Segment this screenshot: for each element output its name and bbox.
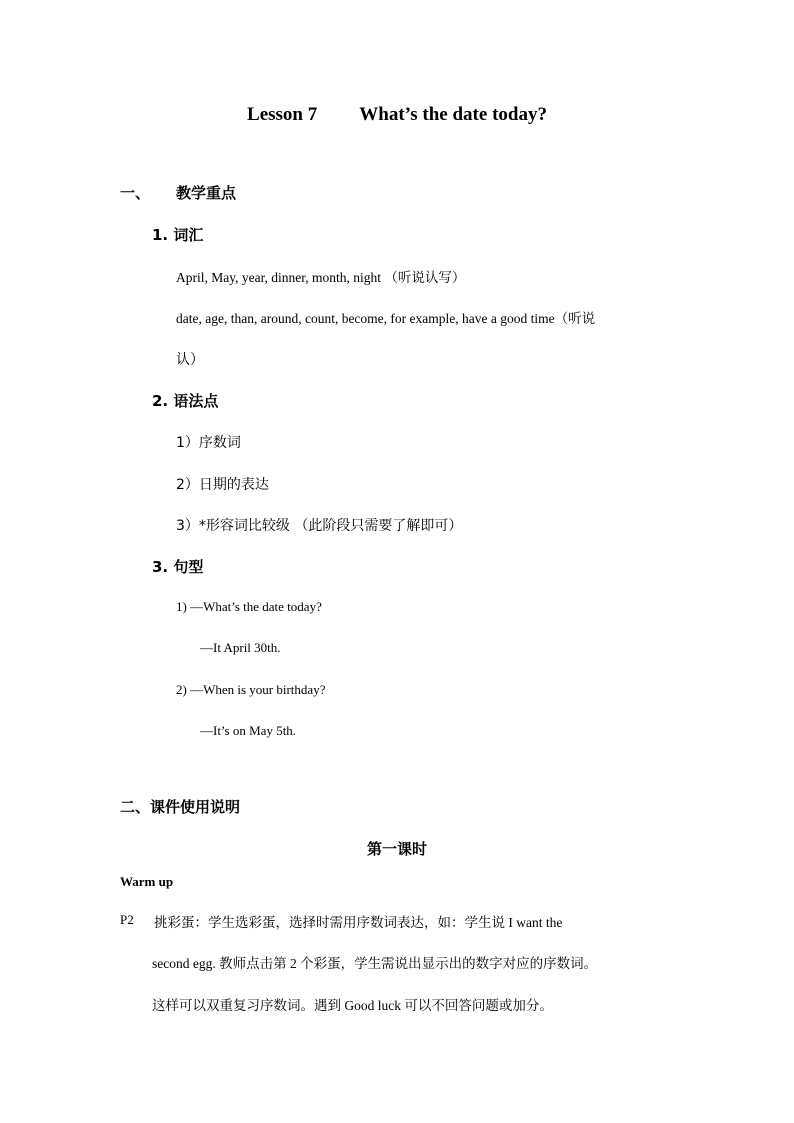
grammar-item-3: 3）*形容词比较级 （此阶段只需要了解即可） xyxy=(176,518,463,534)
grammar-heading: 2. 语法点 xyxy=(152,392,219,410)
p2-label: P2 xyxy=(120,912,134,927)
warmup-label: Warm up xyxy=(120,874,174,889)
pattern-answer-2: —It’s on May 5th. xyxy=(200,723,297,738)
page-title xyxy=(0,104,794,126)
p2-line-2: second egg. 教师点击第 2 个彩蛋，学生需说出显示出的数字对应的序数词。 xyxy=(152,956,598,971)
pattern-answer-1: —It April 30th. xyxy=(200,640,281,655)
section1-number: 一、 xyxy=(120,184,151,202)
lesson-number: Lesson 7 xyxy=(247,104,318,125)
p2-line-3: 这样可以双重复习序数词。遇到 Good luck 可以不回答问题或加分。 xyxy=(152,998,553,1013)
section2-heading: 二、课件使用说明 xyxy=(120,798,241,816)
grammar-item-1: 1）序数词 xyxy=(176,435,241,451)
patterns-heading: 3. 句型 xyxy=(152,558,204,576)
vocab-line-2: date, age, than, around, count, become, for example, have a good time（听说 xyxy=(176,311,596,326)
vocab-line-3: 认） xyxy=(176,352,204,368)
pattern-question-2: 2) —When is your birthday? xyxy=(176,682,326,697)
lesson-question: What’s the date today? xyxy=(359,104,547,125)
section2-subheading: 第一课时 xyxy=(366,840,427,858)
vocab-line-1: April, May, year, dinner, month, night （听说认写） xyxy=(176,270,466,285)
pattern-question-1: 1) —What’s the date today? xyxy=(176,599,322,614)
vocab-heading: 1. 词汇 xyxy=(152,226,204,244)
grammar-item-2: 2）日期的表达 xyxy=(176,477,269,493)
p2-line-1: 挑彩蛋：学生选彩蛋，选择时需用序数词表达，如：学生说 I want the xyxy=(154,915,563,930)
section1-heading: 教学重点 xyxy=(176,184,237,202)
